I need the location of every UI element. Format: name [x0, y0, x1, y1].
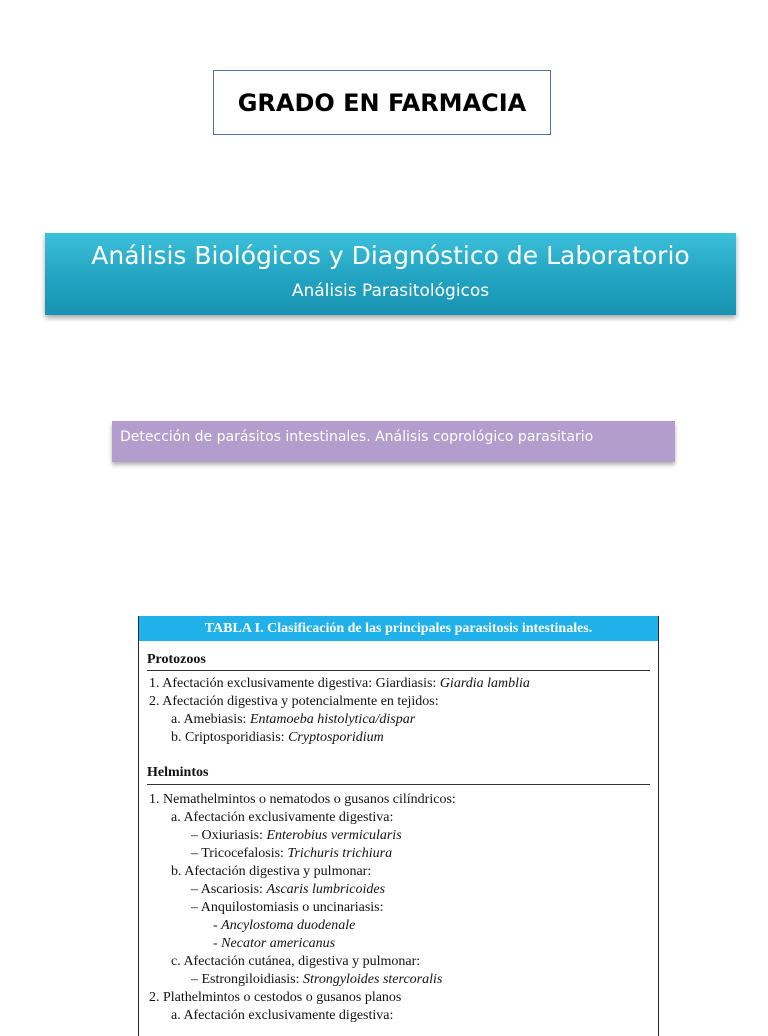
section-rule	[147, 670, 650, 671]
table-line: a. Afectación exclusivamente digestiva:	[171, 810, 394, 825]
table-line: 1. Nemathelmintos o nematodos o gusanos cilíndricos:	[149, 792, 456, 807]
table-line: 2. Afectación digestiva y potencialmente en tejidos:	[149, 694, 439, 709]
section-heading-protozoos: Protozoos	[147, 652, 206, 667]
topic-banner	[112, 421, 675, 462]
degree-title-box	[213, 70, 551, 135]
table-line: b. Afectación digestiva y pulmonar:	[171, 864, 372, 879]
course-banner	[45, 233, 736, 315]
table-line: 2. Plathelmintos o cestodos o gusanos planos	[149, 990, 402, 1005]
table-line: - Necator americanus	[213, 936, 336, 951]
table-line: – Ascariosis: Ascaris lumbricoides	[191, 882, 386, 897]
section-rule	[147, 784, 650, 785]
classification-table	[138, 616, 659, 1036]
table-line: a. Afectación exclusivamente digestiva:	[171, 1008, 394, 1023]
degree-title: GRADO EN FARMACIA	[237, 88, 527, 117]
table-line: – Estrongiloidiasis: Strongyloides stercoralis	[191, 972, 443, 987]
course-subtitle: Análisis Parasitológicos	[291, 281, 490, 301]
table-line: 1. Afectación exclusivamente digestiva: Giardiasis: Giardia lamblia	[149, 676, 530, 691]
course-title: Análisis Biológicos y Diagnóstico de Laboratorio	[91, 241, 690, 270]
table-title: TABLA I. Clasificación de las principales parasitosis intestinales.	[139, 616, 658, 641]
section-heading-helmintos: Helmintos	[147, 765, 209, 780]
topic-text: Detección de parásitos intestinales. Análisis coprológico parasitario	[120, 429, 594, 445]
table-line: a. Amebiasis: Entamoeba histolytica/dispar	[171, 712, 416, 727]
table-line: – Oxiuriasis: Enterobius vermicularis	[191, 828, 402, 843]
table-line: b. Criptosporidiasis: Cryptosporidium	[171, 730, 384, 745]
table-line: – Anquilostomiasis o uncinariasis:	[191, 900, 384, 915]
table-line: c. Afectación cutánea, digestiva y pulmonar:	[171, 954, 421, 969]
table-line: - Ancylostoma duodenale	[213, 918, 356, 933]
table-line: – Tricocefalosis: Trichuris trichiura	[191, 846, 393, 861]
